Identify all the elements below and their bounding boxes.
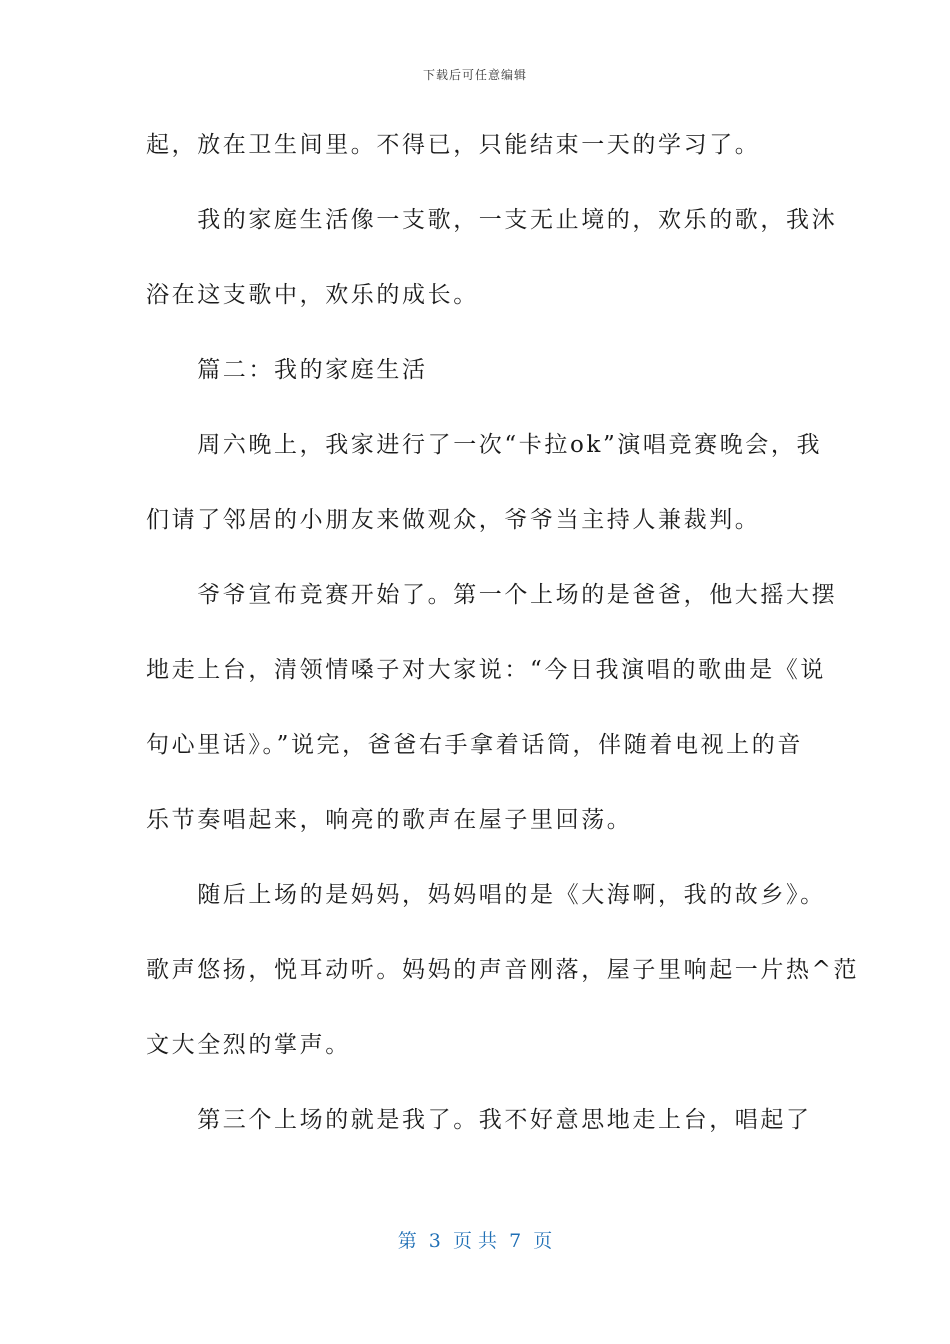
section-heading: 篇二：我的家庭生活 [146, 357, 428, 383]
text-line: 句心里话》。”说完，爸爸右手拿着话筒，伴随着电视上的音 [146, 732, 803, 758]
text-line: 我的家庭生活像一支歌，一支无止境的，欢乐的歌，我沐 [146, 207, 838, 233]
text-line: 周六晚上，我家进行了一次“卡拉ok”演唱竞赛晚会，我 [146, 432, 823, 458]
text-line: 们请了邻居的小朋友来做观众，爷爷当主持人兼裁判。 [146, 507, 761, 533]
text-line: 浴在这支歌中，欢乐的成长。 [146, 282, 479, 308]
page-number-footer: 第 3 页 共 7 页 [397, 1230, 553, 1252]
page-header-note: 下载后可任意编辑 [422, 68, 527, 82]
text-line: 歌声悠扬，悦耳动听。妈妈的声音刚落，屋子里响起一片热^范 [146, 957, 860, 983]
text-line: 起，放在卫生间里。不得已，只能结束一天的学习了。 [146, 132, 761, 158]
text-line: 爷爷宣布竞赛开始了。第一个上场的是爸爸，他大摇大摆 [146, 582, 838, 608]
text-line: 地走上台，清领情嗓子对大家说：“今日我演唱的歌曲是《说 [146, 657, 826, 683]
text-line: 乐节奏唱起来，响亮的歌声在屋子里回荡。 [146, 807, 633, 833]
text-line: 第三个上场的就是我了。我不好意思地走上台，唱起了 [146, 1107, 812, 1133]
text-line: 随后上场的是妈妈，妈妈唱的是《大海啊，我的故乡》。 [146, 882, 826, 908]
text-line: 文大全烈的掌声。 [146, 1032, 351, 1058]
